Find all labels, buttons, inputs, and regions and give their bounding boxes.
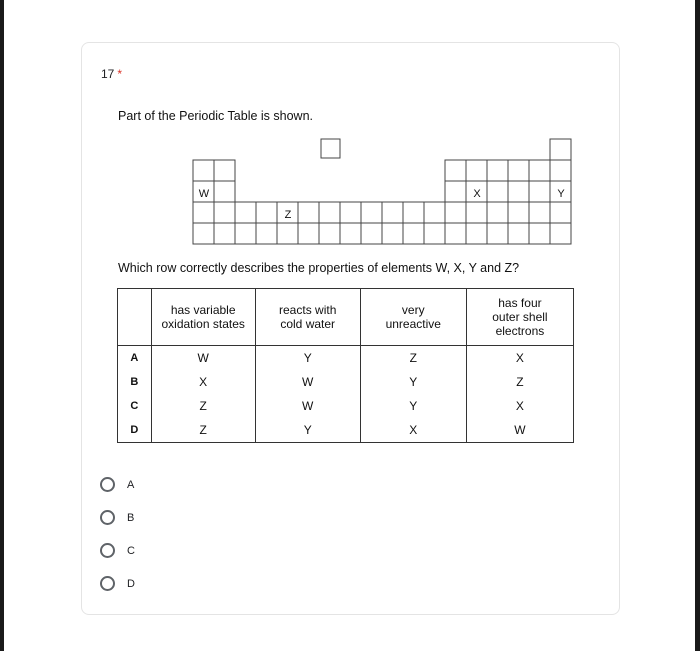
- periodic-cell: [256, 223, 277, 244]
- periodic-cell: [550, 202, 571, 223]
- option-label: A: [127, 478, 135, 491]
- table-cell: X: [151, 370, 255, 394]
- periodic-cell: [193, 160, 214, 181]
- periodic-cell: [340, 223, 361, 244]
- table-cell: X: [466, 394, 573, 418]
- periodic-cell: [487, 202, 508, 223]
- periodic-cell: [529, 202, 550, 223]
- periodic-cell: [466, 202, 487, 223]
- table-cell: W: [466, 418, 573, 443]
- periodic-cell: [361, 202, 382, 223]
- periodic-cell: [298, 202, 319, 223]
- table-cell: Y: [360, 394, 466, 418]
- periodic-cell: [403, 202, 424, 223]
- periodic-cell: [319, 223, 340, 244]
- header-very-unreactive: very unreactive: [360, 289, 466, 346]
- periodic-cell: [256, 202, 277, 223]
- table-cell: Y: [360, 370, 466, 394]
- option-a[interactable]: [100, 468, 135, 501]
- element-label-x: X: [473, 188, 481, 200]
- periodic-cell: [214, 223, 235, 244]
- element-label-w: W: [198, 188, 210, 200]
- periodic-cell: [445, 160, 466, 181]
- radio-button[interactable]: [100, 543, 115, 558]
- periodic-cell: [508, 181, 529, 202]
- element-label-y: Y: [557, 188, 565, 200]
- periodic-cell: [550, 223, 571, 244]
- periodic-cell: [193, 223, 214, 244]
- periodic-cell: [529, 223, 550, 244]
- table-cell: Y: [255, 346, 360, 371]
- option-c[interactable]: [100, 534, 135, 567]
- periodic-cell: [403, 223, 424, 244]
- table-cell: W: [255, 370, 360, 394]
- periodic-cell: [529, 181, 550, 202]
- radio-button[interactable]: [100, 576, 115, 591]
- table-row: [118, 394, 574, 418]
- question-number-text: 17: [101, 67, 115, 81]
- question-prompt: Part of the Periodic Table is shown.: [118, 109, 314, 123]
- table-cell: Z: [151, 418, 255, 443]
- periodic-cell: [193, 202, 214, 223]
- table-row: [118, 418, 574, 443]
- radio-button[interactable]: [100, 510, 115, 525]
- periodic-cell: [235, 223, 256, 244]
- table-row: [118, 346, 574, 371]
- periodic-cell: [445, 181, 466, 202]
- row-label: A: [118, 346, 152, 371]
- table-cell: Z: [466, 370, 573, 394]
- periodic-cell: [382, 202, 403, 223]
- element-label-z: Z: [284, 209, 292, 221]
- periodic-cell: [214, 181, 235, 202]
- answer-options: [100, 468, 135, 600]
- periodic-cell: [508, 202, 529, 223]
- table-cell: W: [255, 394, 360, 418]
- table-header-row: [118, 289, 574, 346]
- periodic-cell: [466, 160, 487, 181]
- header-four-outer-electrons: has four outer shell electrons: [466, 289, 573, 346]
- periodic-cell: [277, 223, 298, 244]
- option-label: B: [127, 511, 135, 524]
- periodic-cell: [529, 160, 550, 181]
- header-variable-oxidation: has variable oxidation states: [151, 289, 255, 346]
- periodic-cell: [382, 223, 403, 244]
- header-reacts-cold-water: reacts with cold water: [255, 289, 360, 346]
- table-cell: W: [151, 346, 255, 371]
- table-cell: Y: [255, 418, 360, 443]
- table-cell: Z: [151, 394, 255, 418]
- periodic-cell: [550, 160, 571, 181]
- periodic-cell: [424, 223, 445, 244]
- option-b[interactable]: [100, 501, 135, 534]
- helium-cell: [550, 139, 571, 160]
- row-label: B: [118, 370, 152, 394]
- periodic-cell: [298, 223, 319, 244]
- periodic-cell: [319, 202, 340, 223]
- header-blank-cell: [118, 289, 152, 346]
- sub-question: Which row correctly describes the properties of elements W, X, Y and Z?: [118, 261, 520, 275]
- option-label: C: [127, 544, 135, 557]
- periodic-cell: [445, 223, 466, 244]
- table-cell: X: [466, 346, 573, 371]
- periodic-cell: [340, 202, 361, 223]
- periodic-cell: [487, 160, 508, 181]
- row-label: D: [118, 418, 152, 443]
- periodic-cell: [235, 202, 256, 223]
- periodic-cell: [361, 223, 382, 244]
- option-label: D: [127, 577, 135, 590]
- radio-button[interactable]: [100, 477, 115, 492]
- periodic-cell: [424, 202, 445, 223]
- periodic-cell: [214, 202, 235, 223]
- periodic-cell: [466, 223, 487, 244]
- option-d[interactable]: [100, 567, 135, 600]
- periodic-cell: [214, 160, 235, 181]
- periodic-cell: [508, 160, 529, 181]
- periodic-cell: [487, 223, 508, 244]
- periodic-cell: [487, 181, 508, 202]
- table-cell: Z: [360, 346, 466, 371]
- table-row: [118, 370, 574, 394]
- periodic-cell: [508, 223, 529, 244]
- row-label: C: [118, 394, 152, 418]
- properties-table: [117, 288, 574, 443]
- periodic-cell: [445, 202, 466, 223]
- required-marker: *: [117, 67, 123, 81]
- table-cell: X: [360, 418, 466, 443]
- hydrogen-cell: [321, 139, 340, 158]
